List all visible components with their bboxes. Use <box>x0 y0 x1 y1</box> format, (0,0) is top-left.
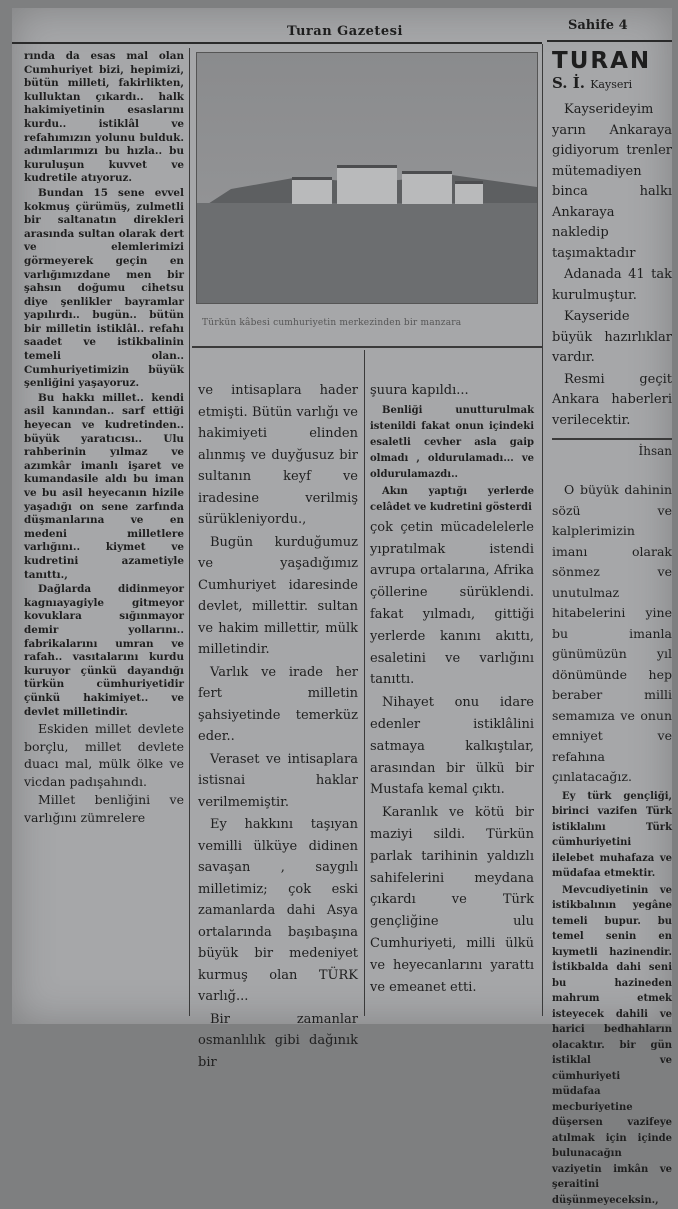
photo-ground <box>197 203 537 303</box>
column-rule-1 <box>189 48 190 1016</box>
telegram-paragraph: Kayserideyim yarın Ankaraya gidiyorum trenler mütemadiyen binca halkı Ankaraya nakledip taşımaktadır <box>552 102 672 261</box>
publication-name: Turan Gazetesi <box>287 24 403 39</box>
column-4 <box>552 48 672 1206</box>
masthead-subtitle <box>552 74 672 94</box>
speech-article <box>552 480 672 1209</box>
page-number: Sahife 4 <box>568 18 628 33</box>
column-2-article <box>198 380 358 1070</box>
telegram-article <box>552 100 672 462</box>
speech-paragraph: O büyük dahinin sözü ve kalplerimizin imanı olarak sönmez ve unutulmaz hitabelerini yine bu imanla günümüzün yıl dönümünde hep beraber milli semamıza ve onun emniyet ve refahına çınlatacağız. <box>552 482 672 784</box>
col2-paragraph: Veraset ve intisaplara istisnai haklar verilmemiştir. <box>198 751 358 810</box>
column-1-article <box>24 50 184 1016</box>
masthead-title: TURAN <box>552 48 652 74</box>
speech-paragraph-small: Ey türk gençliği, birinci vazifen Türk istiklalını Türk cümhuriyetini ilelebet muhafaza ve müdafaa etmektir. <box>552 790 672 879</box>
telegram-paragraph: Resmi geçit Ankara haberleri verilecektir. <box>552 371 672 428</box>
speech-paragraph-small: Mevcudiyetinin ve istikbalının yegâne temeli bupur. bu temel senin en kıymetli hazinendir. İstikbalda dahi seni bu hazineden mahrum etmek isteyecek dahili ve harici bedhahların olacaktır. bir gün istiklal ve cümhuriyeti müdafaa mecburiyetine düşersen vazifeye atılmak için içinde bulunacağın vaziyetin imkân ve şeraitini düşünmeyeceksin., <box>552 884 672 1206</box>
col1-paragraph: Bundan 15 sene evvel kokmuş çürümüş, zulmetli bir saltanatın direkleri arasında sultan olarak dert ve elemlerimizi görmeyerek geçin en varlığımızdane men bir şahsın doğumu cihetsu diye şenlikler bayramlar yapılırdı.. bugün.. bütün bir milletin istiklâl.. refahı saadet ve istikbalinin temeli olan.. Cumhuriyetimizin büyük şenliğini yaşayoruz. <box>24 186 184 390</box>
signature: İhsan <box>638 444 672 458</box>
col2-paragraph: ve intisaplara hader etmişti. Bütün varlığı ve hakimiyeti elinden alınmış ve duyğusuz bir sultanın keyf ve iradesine verilmiş sürükleniyordu., <box>198 383 358 527</box>
col1-paragraph: Bu hakkı millet.. kendi asil kanından.. sarf ettiği heyecan ve kudretinden.. büyük yaratıcısı.. Ulu rahberinin yılmaz ve azımkâr imanlı işaret ve kumandasile aldı bu iman ve bu asil heyecanın hizile yaşadığı on sene zarfında düşmanlarına ve en medeni milletlere varlığını.. kiymet ve kudretini azametiyle tanıttı., <box>24 391 184 581</box>
telegram-paragraph: Kayseride büyük hazırlıklar vardır. <box>552 309 672 365</box>
masthead-code: S. İ. <box>552 74 585 92</box>
col2-paragraph: Bir zamanlar osmanlılık gibi dağınık bir <box>198 1011 358 1070</box>
photo-building <box>402 171 452 204</box>
newspaper-page <box>12 8 672 1206</box>
masthead-city: Kayseri <box>590 78 633 91</box>
col2-paragraph: Varlık ve irade her fert milletin şahsiyetinde temerküz eder.. <box>198 664 358 744</box>
header-rule-right <box>547 40 672 42</box>
col3-paragraph: çok çetin mücadelelerle yıpratılmak istendi avrupa ortalarına, Afrika çöllerine sürüklendi. fakat yılmadı, gittiği yerlerde kanını akıttı, esaletini ve varlığını tanıttı. <box>370 519 534 688</box>
col1-paragraph: Dağlarda didinmeyor kagnıayagiyle gitmeyor kovuklara sığınmayor demir yollarını.. fabrikalarını umran ve rafah.. vasıtalarını kurdu kuruyor çünkü dayandığı türkün cümhuriyetidir çünkü hakimiyet.. ve devlet milletindir. <box>24 583 184 718</box>
col1-paragraph: rında da esas mal olan Cumhuriyet bizi, hepimizi, bütün milleti, fakirlikten, kulluktan çıkardı.. halk hakimiyetinin esaslarını kurdu.. istiklâl ve refahımızın yolunu bulduk. adımlarımızı bu hızla.. bu kuruluşun kuvvet ve kudretile atıyoruz. <box>24 50 184 185</box>
col3-lead: şuura kapıldı... <box>370 383 469 398</box>
col2-paragraph: Bugün kurduğumuz ve yaşadığımız Cumhuriyet idaresinde devlet, millettir. sultan ve hakim millettir, mülk milletindir. <box>198 534 358 657</box>
section-rule <box>552 438 672 440</box>
column-3-article <box>370 380 534 1020</box>
col3-paragraph-small: Akın yaptığı yerlerde celâdet ve kudretini gösterdi <box>370 485 534 513</box>
page-header <box>12 8 672 42</box>
column-rule-2 <box>364 350 365 1016</box>
col3-paragraph: Nihayet onu idare edenler istiklâlini satmaya kalkıştılar, arasından bir ülkü bir Mustafa kemal çıktı. <box>370 695 534 798</box>
photo-building <box>455 181 483 204</box>
caption-rule <box>192 346 542 348</box>
col2-paragraph: Ey hakkını taşıyan vemilli ülküye didinen savaşan , saygılı milletimiz; çok eski zamanlarda dahi Asya ortalarında başıbaşına büyük bir medeniyet kurmuş olan TÜRK varlığ... <box>198 817 358 1004</box>
col3-paragraph: Karanlık ve kötü bir maziyi sildi. Türkün parlak tarihinin yaldızlı sahifelerini meydana çıkardı ve Türk gençliğine ulu Cumhuriyeti, milli ülkü ve heyecanlarını yarattı ve emeanet etti. <box>370 805 534 995</box>
column-rule-3 <box>542 44 543 1016</box>
col3-paragraph-small: Benliği unutturulmak istenildi fakat onun içindeki esaletli cevher asla gaip olmadı , oldurulamadı... ve oldurulamazdı.. <box>370 404 534 480</box>
col1-paragraph-large: Eskiden millet devlete borçlu, millet devlete duacı mal, mülk ölke ve vicdan padışahındı. <box>24 721 184 789</box>
telegram-paragraph: Adanada 41 tak kurulmuştur. <box>552 267 672 303</box>
header-rule <box>12 42 542 44</box>
photo-building <box>337 165 397 204</box>
photo-caption: Türkün kâbesi cumhuriyetin merkezinden bir manzara <box>202 318 462 328</box>
photo-building <box>292 177 332 204</box>
photograph-city-view <box>196 52 538 304</box>
col1-paragraph-large: Millet benliğini ve varlığını zümrelere <box>24 792 184 825</box>
